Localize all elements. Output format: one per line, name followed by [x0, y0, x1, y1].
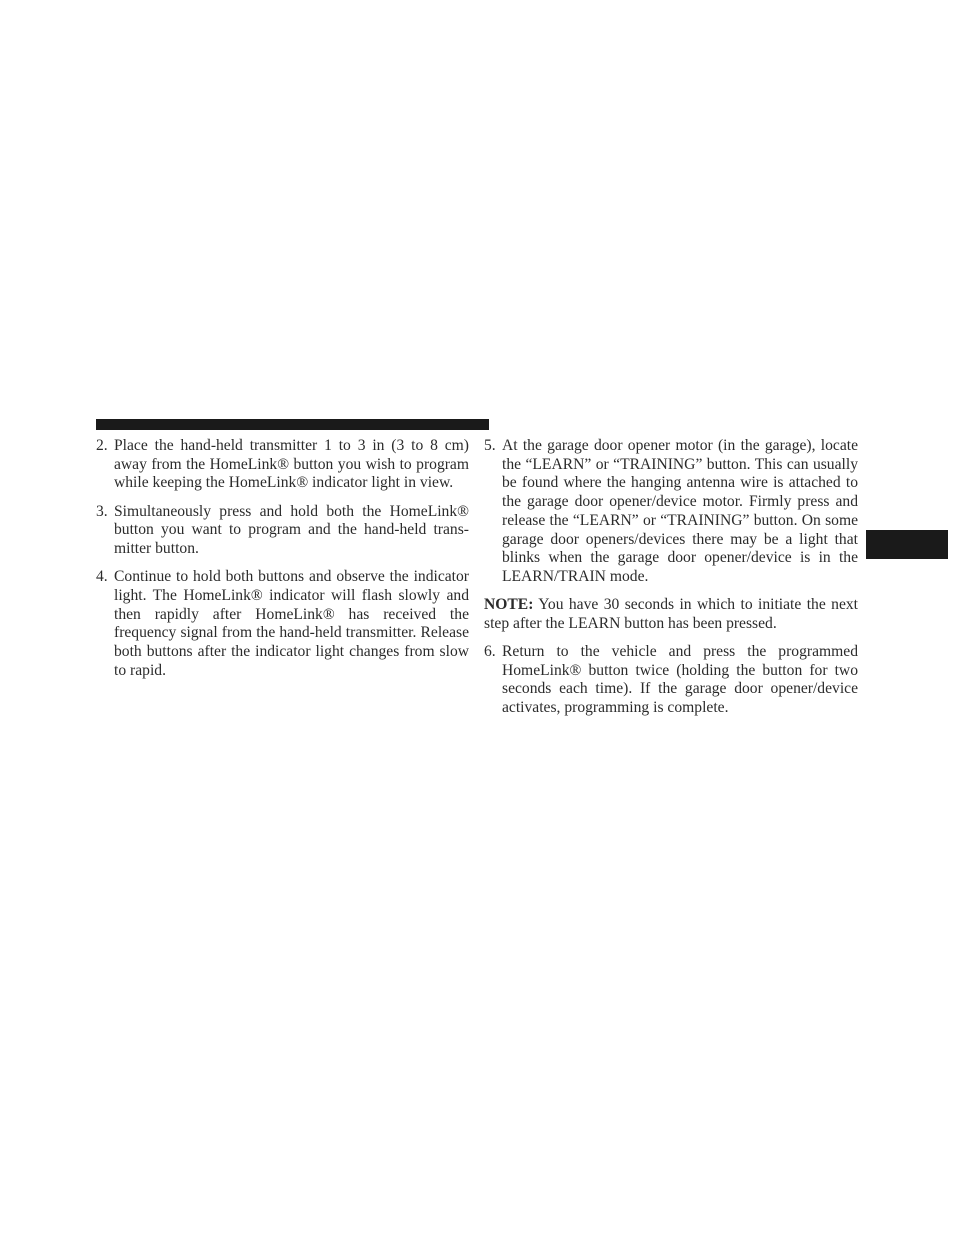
- step-2: [96, 437, 469, 493]
- step-5: [484, 437, 858, 587]
- step-text: Simultaneously press and hold both the HomeLink® button you want to program and the hand-held transmitter button.: [114, 502, 469, 558]
- step-text: Continue to hold both buttons and observe the indicator light. The HomeLink® indicator will flash slowly and then rapidly after HomeLink® has received the frequency signal from the hand-held transmitter. Release both buttons after the indicator light changes from slow to rapid.: [114, 568, 469, 679]
- section-header-rule: [96, 419, 489, 430]
- step-number: 4.: [96, 568, 108, 586]
- step-6: [484, 643, 858, 718]
- step-3: [96, 503, 469, 559]
- step-text: Return to the vehicle and press the programmed HomeLink® button twice (holding the button for two seconds each time). If the garage door opener/device activates, programming is complete.: [502, 643, 858, 717]
- chapter-thumb-tab: [866, 530, 948, 559]
- step-number: 2.: [96, 437, 108, 454]
- step-number: 6.: [484, 643, 496, 661]
- step-text: Place the hand-held transmitter 1 to 3 in (3 to 8 cm) away from the HomeLink® button you wish to program while keeping the HomeLink® indicator light in view.: [114, 437, 469, 492]
- step-number: 3.: [96, 502, 108, 520]
- note-label: NOTE:: [484, 596, 534, 614]
- left-column: [96, 437, 469, 690]
- right-column: [484, 437, 858, 727]
- step-number: 5.: [484, 437, 496, 454]
- note-text: You have 30 seconds in which to initiate the next step after the LEARN button has been pressed.: [484, 596, 858, 632]
- step-text: At the garage door opener motor (in the garage), locate the “LEARN” or “TRAINING” button. This can usually be found where the hanging antenna wire is attached to the garage door opener/device motor. Firmly press and release the “LEARN” or “TRAINING” button. On some garage door openers/devices there may be a light that blinks when the garage door opener/device is in the LEARN/TRAIN mode.: [502, 437, 858, 585]
- note-paragraph: [484, 596, 858, 633]
- step-4: [96, 568, 469, 680]
